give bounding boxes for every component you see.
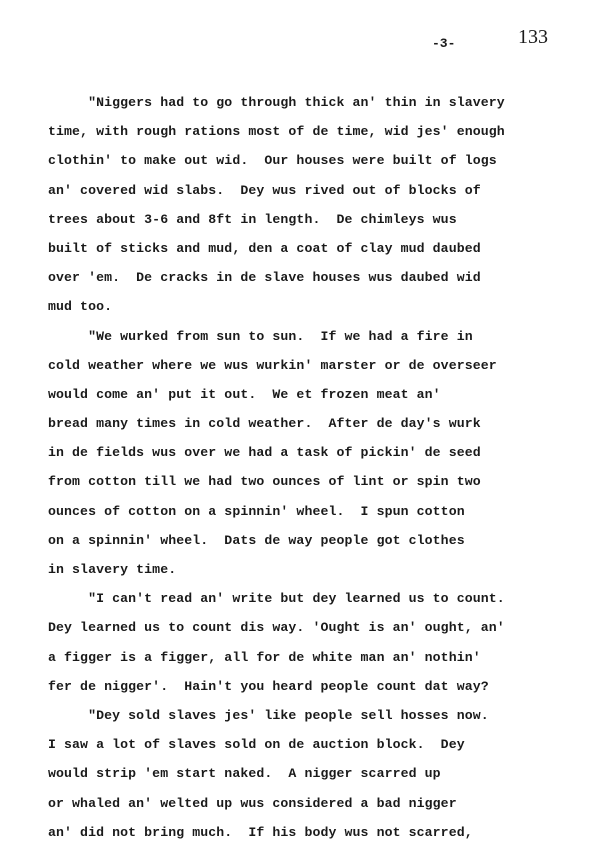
text-line: Dey learned us to count dis way. 'Ought is an' ought, an': [48, 620, 505, 636]
text-line: bread many times in cold weather. After de day's wurk: [48, 416, 481, 432]
text-line: in de fields wus over we had a task of pickin' de seed: [48, 445, 481, 461]
text-line: "We wurked from sun to sun. If we had a fire in: [48, 328, 473, 344]
text-line: from cotton till we had two ounces of lint or spin two: [48, 474, 481, 490]
text-line: built of sticks and mud, den a coat of clay mud daubed: [48, 240, 481, 256]
text-line: an' did not bring much. If his body wus not scarred,: [48, 824, 473, 840]
text-line: a figger is a figger, all for de white man an' nothin': [48, 649, 481, 665]
text-line: clothin' to make out wid. Our houses were built of logs: [48, 153, 497, 169]
text-line: cold weather where we wus wurkin' marster or de overseer: [48, 357, 497, 373]
text-line: "Dey sold slaves jes' like people sell hosses now.: [48, 707, 489, 723]
text-line: "Niggers had to go through thick an' thin in slavery: [48, 95, 505, 110]
text-line: over 'em. De cracks in de slave houses wus daubed wid: [48, 270, 481, 286]
page-label: -3-: [432, 36, 456, 51]
text-line: would come an' put it out. We et frozen meat an': [48, 386, 441, 402]
text-line: in slavery time.: [48, 562, 177, 577]
document-body: [48, 88, 588, 847]
text-line: would strip 'em start naked. A nigger scarred up: [48, 766, 441, 782]
text-line: "I can't read an' write but dey learned us to count.: [48, 591, 505, 607]
text-line: on a spinnin' wheel. Dats de way people got clothes: [48, 532, 465, 548]
page-header: [0, 26, 600, 56]
text-line: mud too.: [48, 299, 113, 315]
text-line: ounces of cotton on a spinnin' wheel. I spun cotton: [48, 503, 465, 519]
text-line: I saw a lot of slaves sold on de auction block. Dey: [48, 737, 465, 753]
text-line: or whaled an' welted up wus considered a bad nigger: [48, 795, 457, 811]
text-line: an' covered wid slabs. Dey wus rived out of blocks of: [48, 182, 481, 198]
text-line: trees about 3-6 and 8ft in length. De chimleys wus: [48, 211, 457, 227]
text-line: fer de nigger'. Hain't you heard people count dat way?: [48, 678, 489, 694]
page-number: 133: [518, 26, 548, 48]
text-line: time, with rough rations most of de time, wid jes' enough: [48, 124, 505, 140]
